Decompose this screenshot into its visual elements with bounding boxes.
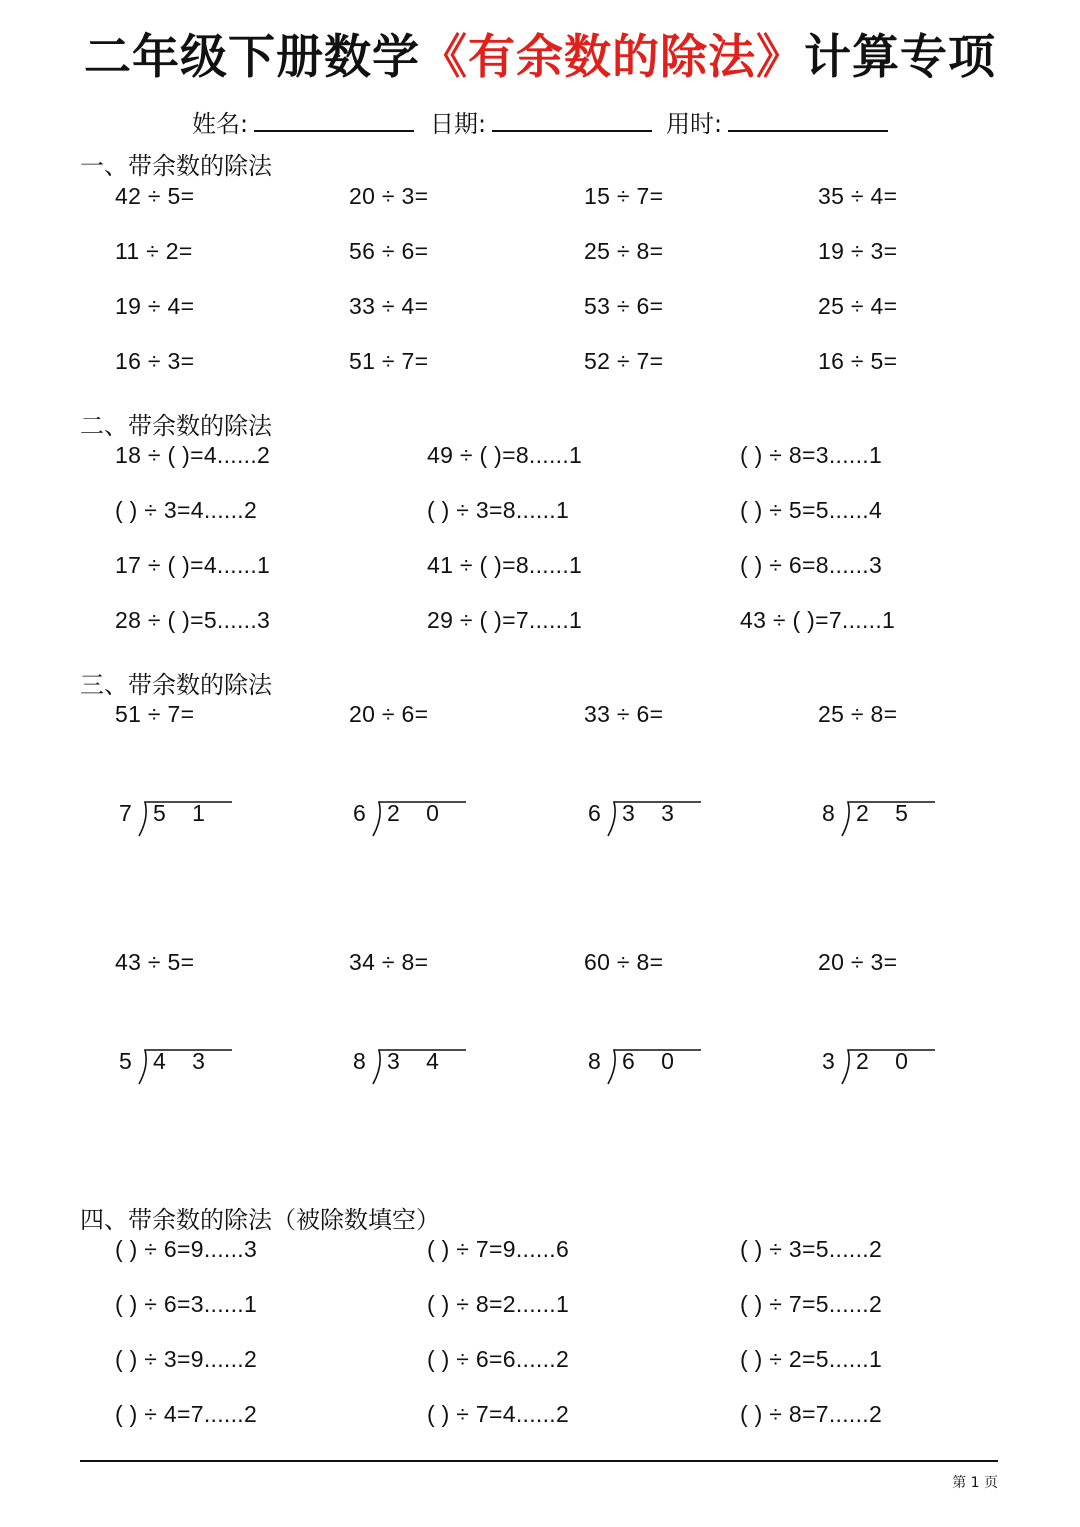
long-division-bracket bbox=[353, 1048, 468, 1088]
fill-blank-item: ( ) ÷ 7=5......2 bbox=[740, 1291, 883, 1317]
divisor: 6 bbox=[353, 800, 366, 826]
time-field[interactable] bbox=[666, 104, 888, 139]
problem-item: 52 ÷ 7= bbox=[584, 348, 664, 374]
problem-item: 19 ÷ 3= bbox=[818, 238, 898, 264]
long-division-bracket bbox=[822, 1048, 937, 1088]
fill-blank-item: 49 ÷ ( )=8......1 bbox=[427, 442, 583, 468]
problem-item: 20 ÷ 3= bbox=[818, 949, 898, 975]
fill-blank-item: ( ) ÷ 8=7......2 bbox=[740, 1401, 883, 1427]
fill-blank-item: 29 ÷ ( )=7......1 bbox=[427, 607, 583, 633]
problem-item: 25 ÷ 8= bbox=[584, 238, 664, 264]
fill-blank-item: 41 ÷ ( )=8......1 bbox=[427, 552, 583, 578]
worksheet-title bbox=[0, 20, 1080, 87]
problem-item: 15 ÷ 7= bbox=[584, 183, 664, 209]
problem-item: 34 ÷ 8= bbox=[349, 949, 429, 975]
date-field[interactable] bbox=[430, 104, 652, 139]
problem-item: 51 ÷ 7= bbox=[115, 701, 195, 727]
date-label: 日期: bbox=[430, 110, 487, 138]
long-division-bracket bbox=[822, 800, 937, 840]
section-1-heading: 一、带余数的除法 bbox=[80, 152, 272, 180]
problem-item: 33 ÷ 6= bbox=[584, 701, 664, 727]
problem-item: 53 ÷ 6= bbox=[584, 293, 664, 319]
page-number: 第 1 页 bbox=[952, 1475, 998, 1491]
dividend: 4 3 bbox=[153, 1048, 215, 1074]
problem-item: 56 ÷ 6= bbox=[349, 238, 429, 264]
title-highlight: 《有余数的除法》 bbox=[420, 30, 804, 85]
dividend: 3 4 bbox=[387, 1048, 449, 1074]
dividend: 2 5 bbox=[856, 800, 918, 826]
problem-item: 25 ÷ 8= bbox=[818, 701, 898, 727]
title-suffix: 计算专项 bbox=[804, 30, 996, 85]
footer-divider bbox=[80, 1460, 998, 1462]
problem-item: 33 ÷ 4= bbox=[349, 293, 429, 319]
divisor: 5 bbox=[119, 1048, 132, 1074]
fill-blank-item: ( ) ÷ 6=8......3 bbox=[740, 552, 883, 578]
fill-blank-item: ( ) ÷ 3=4......2 bbox=[115, 497, 258, 523]
dividend: 2 0 bbox=[387, 800, 449, 826]
fill-blank-item: ( ) ÷ 5=5......4 bbox=[740, 497, 883, 523]
dividend: 5 1 bbox=[153, 800, 215, 826]
problem-item: 20 ÷ 6= bbox=[349, 701, 429, 727]
divisor: 6 bbox=[588, 800, 601, 826]
problem-item: 11 ÷ 2= bbox=[115, 238, 193, 264]
fill-blank-item: 17 ÷ ( )=4......1 bbox=[115, 552, 271, 578]
fill-blank-item: 28 ÷ ( )=5......3 bbox=[115, 607, 271, 633]
dividend: 2 0 bbox=[856, 1048, 918, 1074]
problem-item: 51 ÷ 7= bbox=[349, 348, 429, 374]
problem-item: 19 ÷ 4= bbox=[115, 293, 195, 319]
long-division-bracket bbox=[119, 800, 234, 840]
problem-item: 16 ÷ 5= bbox=[818, 348, 898, 374]
title-prefix: 二年级下册数学 bbox=[84, 30, 420, 85]
divisor: 8 bbox=[588, 1048, 601, 1074]
section-2-heading: 二、带余数的除法 bbox=[80, 412, 272, 440]
long-division-bracket bbox=[588, 1048, 703, 1088]
problem-item: 42 ÷ 5= bbox=[115, 183, 195, 209]
date-blank[interactable] bbox=[492, 108, 652, 132]
long-division-bracket bbox=[353, 800, 468, 840]
problem-item: 43 ÷ 5= bbox=[115, 949, 195, 975]
dividend: 6 0 bbox=[622, 1048, 684, 1074]
fill-blank-item: 18 ÷ ( )=4......2 bbox=[115, 442, 271, 468]
time-label: 用时: bbox=[666, 110, 723, 138]
problem-item: 20 ÷ 3= bbox=[349, 183, 429, 209]
fill-blank-item: ( ) ÷ 3=9......2 bbox=[115, 1346, 258, 1372]
problem-item: 25 ÷ 4= bbox=[818, 293, 898, 319]
name-field[interactable] bbox=[192, 104, 414, 139]
fill-blank-item: ( ) ÷ 2=5......1 bbox=[740, 1346, 883, 1372]
fill-blank-item: ( ) ÷ 7=4......2 bbox=[427, 1401, 570, 1427]
divisor: 8 bbox=[353, 1048, 366, 1074]
divisor: 8 bbox=[822, 800, 835, 826]
dividend: 3 3 bbox=[622, 800, 684, 826]
long-division-bracket bbox=[119, 1048, 234, 1088]
divisor: 3 bbox=[822, 1048, 835, 1074]
long-division-bracket bbox=[588, 800, 703, 840]
name-label: 姓名: bbox=[192, 110, 249, 138]
problem-item: 16 ÷ 3= bbox=[115, 348, 195, 374]
fill-blank-item: ( ) ÷ 8=3......1 bbox=[740, 442, 883, 468]
section-4-heading: 四、带余数的除法（被除数填空） bbox=[80, 1206, 440, 1234]
fill-blank-item: ( ) ÷ 4=7......2 bbox=[115, 1401, 258, 1427]
fill-blank-item: ( ) ÷ 8=2......1 bbox=[427, 1291, 570, 1317]
name-blank[interactable] bbox=[254, 108, 414, 132]
fill-blank-item: ( ) ÷ 3=5......2 bbox=[740, 1236, 883, 1262]
fill-blank-item: ( ) ÷ 6=6......2 bbox=[427, 1346, 570, 1372]
divisor: 7 bbox=[119, 800, 132, 826]
fill-blank-item: ( ) ÷ 7=9......6 bbox=[427, 1236, 570, 1262]
problem-item: 60 ÷ 8= bbox=[584, 949, 664, 975]
problem-item: 35 ÷ 4= bbox=[818, 183, 898, 209]
fill-blank-item: ( ) ÷ 3=8......1 bbox=[427, 497, 570, 523]
section-3-heading: 三、带余数的除法 bbox=[80, 671, 272, 699]
time-blank[interactable] bbox=[728, 108, 888, 132]
fill-blank-item: 43 ÷ ( )=7......1 bbox=[740, 607, 896, 633]
fill-blank-item: ( ) ÷ 6=3......1 bbox=[115, 1291, 258, 1317]
fill-blank-item: ( ) ÷ 6=9......3 bbox=[115, 1236, 258, 1262]
